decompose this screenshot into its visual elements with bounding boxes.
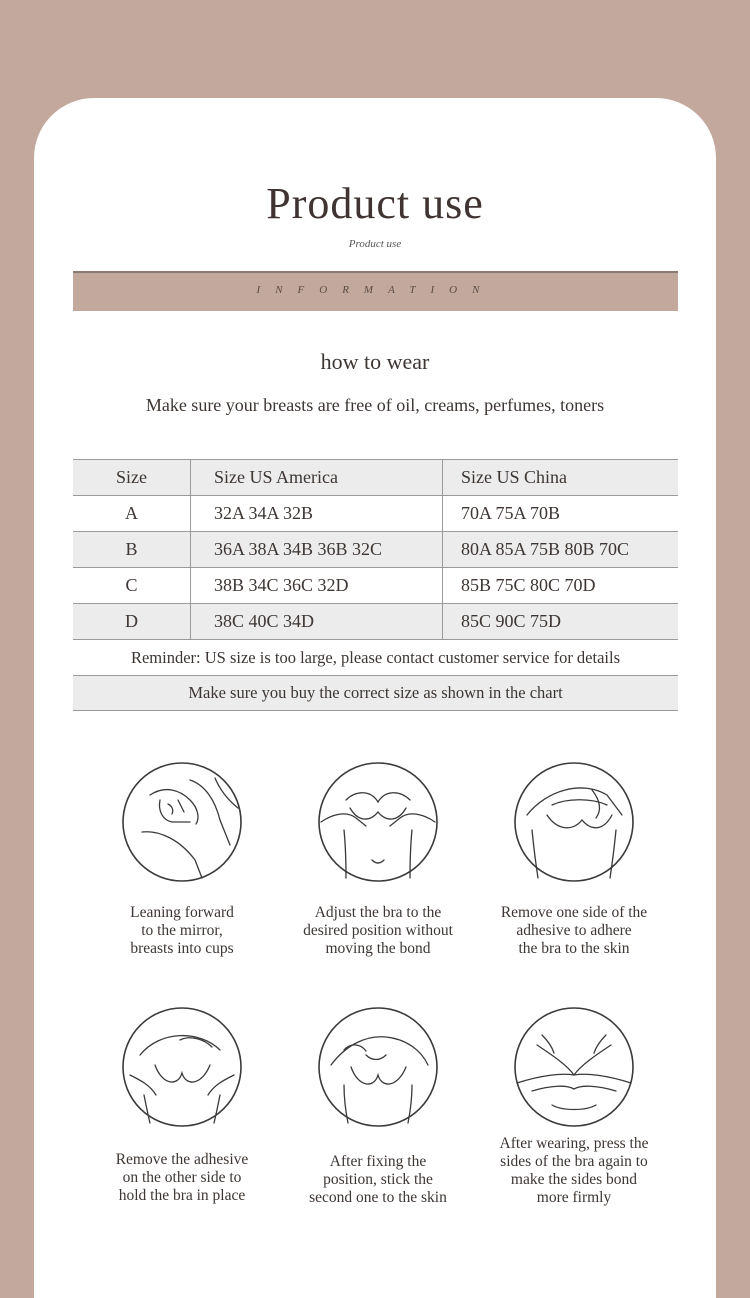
page-title: Product use: [266, 179, 484, 228]
step-5: [278, 1005, 478, 1207]
stick-second-side-illustration: [316, 1005, 440, 1129]
table-cell-us-china: 70A 75A 70B: [443, 496, 679, 532]
press-sides-illustration: [512, 1005, 636, 1129]
section-heading: how to wear: [320, 349, 430, 374]
remove-adhesive-one-side-illustration: [512, 760, 636, 884]
table-cell-size: A: [73, 496, 191, 532]
header-size: Size: [73, 460, 191, 496]
table-cell-us-america: 38C 40C 34D: [191, 604, 443, 640]
table-row: [73, 532, 678, 568]
table-row: [73, 604, 678, 640]
table-cell-us-america: 32A 34A 32B: [191, 496, 443, 532]
table-cell-us-america: 38B 34C 36C 32D: [191, 568, 443, 604]
step-6-caption: After wearing, press the sides of the bra again to make the sides bond more firmly: [499, 1135, 649, 1206]
step-4: [82, 1005, 282, 1205]
adjust-bra-illustration: [316, 760, 440, 884]
table-cell-size: B: [73, 532, 191, 568]
preparation-note: Make sure your breasts are free of oil, creams, perfumes, toners: [145, 395, 605, 415]
step-1: [82, 760, 282, 958]
table-cell-us-china: 85C 90C 75D: [443, 604, 679, 640]
table-cell-size: C: [73, 568, 191, 604]
table-row: [73, 496, 678, 532]
table-cell-us-china: 85B 75C 80C 70D: [443, 568, 679, 604]
step-2-caption: Adjust the bra to the desired position without moving the bond: [303, 904, 453, 957]
header-us-america: Size US America: [191, 460, 443, 496]
table-cell-size: D: [73, 604, 191, 640]
step-3: [474, 760, 674, 958]
step-3-caption: Remove one side of the adhesive to adhere the bra to the skin: [500, 904, 648, 957]
table-cell-us-america: 36A 38A 34B 36B 32C: [191, 532, 443, 568]
remove-adhesive-other-side-illustration: [120, 1005, 244, 1129]
size-table: [73, 459, 678, 640]
step-5-caption: After fixing the position, stick the second one to the skin: [309, 1153, 447, 1206]
step-6: [474, 1005, 674, 1207]
information-band-label: INFORMATION: [256, 284, 495, 296]
step-2: [278, 760, 478, 958]
table-row: [73, 568, 678, 604]
step-1-caption: Leaning forward to the mirror, breasts into cups: [130, 904, 234, 957]
table-header-row: [73, 460, 678, 496]
leaning-forward-illustration: [120, 760, 244, 884]
step-4-caption: Remove the adhesive on the other side to hold the bra in place: [115, 1151, 249, 1204]
page-subtitle: Product use: [348, 238, 402, 250]
header-us-china: Size US China: [443, 460, 679, 496]
size-reminder: Reminder: US size is too large, please contact customer service for details: [73, 640, 678, 676]
information-band: [73, 271, 678, 311]
table-cell-us-china: 80A 85A 75B 80B 70C: [443, 532, 679, 568]
buy-correct-size-note: Make sure you buy the correct size as shown in the chart: [73, 676, 678, 711]
